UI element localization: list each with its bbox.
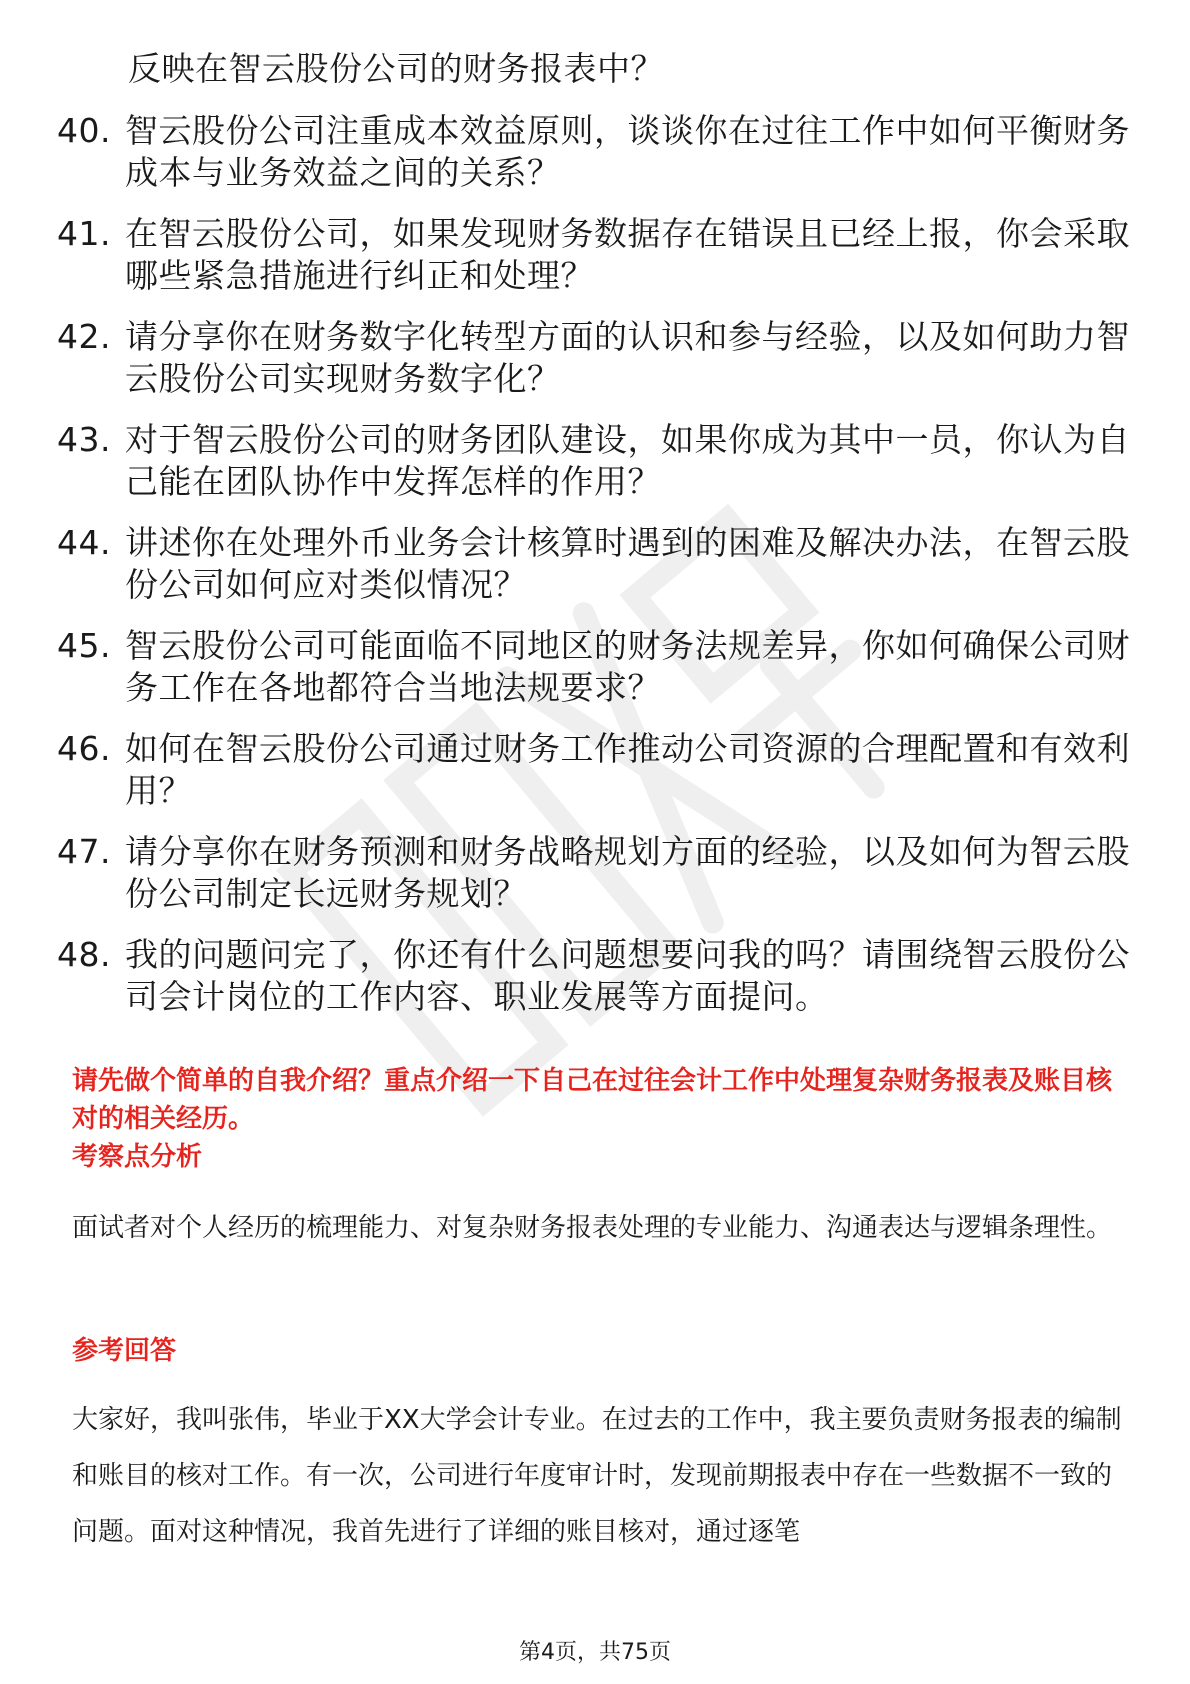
question-text: 智云股份公司注重成本效益原则，谈谈你在过往工作中如何平衡财务成本与业务效益之间的关系？: [125, 111, 1130, 192]
question-item: [57, 728, 1137, 812]
question-number: 40.: [57, 111, 111, 150]
page-footer: 第4页，共75页: [519, 1640, 671, 1665]
question-item: [57, 625, 1137, 709]
question-item: [57, 831, 1137, 915]
question-number: 41.: [57, 214, 111, 253]
question-item: [57, 419, 1137, 503]
previous-question-continuation: 反映在智云股份公司的财务报表中？: [128, 49, 664, 88]
question-number: 45.: [57, 626, 111, 665]
question-text: 在智云股份公司，如果发现财务数据存在错误且已经上报，你会采取哪些紧急措施进行纠正和处理？: [125, 214, 1130, 295]
question-number: 47.: [57, 832, 111, 871]
analysis-body: 面试者对个人经历的梳理能力、对复杂财务报表处理的专业能力、沟通表达与逻辑条理性。: [72, 1213, 1113, 1243]
featured-question: 请先做个简单的自我介绍？重点介绍一下自己在过往会计工作中处理复杂财务报表及账目核对的相关经历。: [72, 1066, 1113, 1134]
question-item: [57, 316, 1137, 400]
question-text: 对于智云股份公司的财务团队建设，如果你成为其中一员，你认为自己能在团队协作中发挥怎样的作用？: [125, 420, 1130, 501]
question-number: 43.: [57, 420, 111, 459]
reference-body: 大家好，我叫张伟，毕业于XX大学会计专业。在过去的工作中，我主要负责财务报表的编制和账目的核对工作。有一次，公司进行年度审计时，发现前期报表中存在一些数据不一致的问题。面对这种情况，我首先进行了详细的账目核对，通过逐笔: [72, 1405, 1122, 1547]
question-number: 42.: [57, 317, 111, 356]
question-item: [57, 213, 1137, 297]
question-item: [57, 110, 1137, 194]
question-text: 如何在智云股份公司通过财务工作推动公司资源的合理配置和有效利用？: [125, 729, 1130, 810]
question-item: [57, 522, 1137, 606]
question-number: 44.: [57, 523, 111, 562]
question-number: 46.: [57, 729, 111, 768]
question-number: 48.: [57, 935, 111, 974]
reference-title: 参考回答: [72, 1336, 177, 1366]
question-list: [57, 110, 1137, 1037]
question-text: 智云股份公司可能面临不同地区的财务法规差异，你如何确保公司财务工作在各地都符合当地法规要求？: [125, 626, 1130, 707]
question-text: 我的问题问完了，你还有什么问题想要问我的吗？请围绕智云股份公司会计岗位的工作内容、职业发展等方面提问。: [125, 935, 1130, 1016]
analysis-title: 考察点分析: [72, 1142, 203, 1172]
question-text: 请分享你在财务预测和财务战略规划方面的经验，以及如何为智云股份公司制定长远财务规划？: [125, 832, 1130, 913]
question-text: 讲述你在处理外币业务会计核算时遇到的困难及解决办法，在智云股份公司如何应对类似情况？: [125, 523, 1130, 604]
question-text: 请分享你在财务数字化转型方面的认识和参与经验，以及如何助力智云股份公司实现财务数字化？: [125, 317, 1130, 398]
question-item: [57, 934, 1137, 1018]
